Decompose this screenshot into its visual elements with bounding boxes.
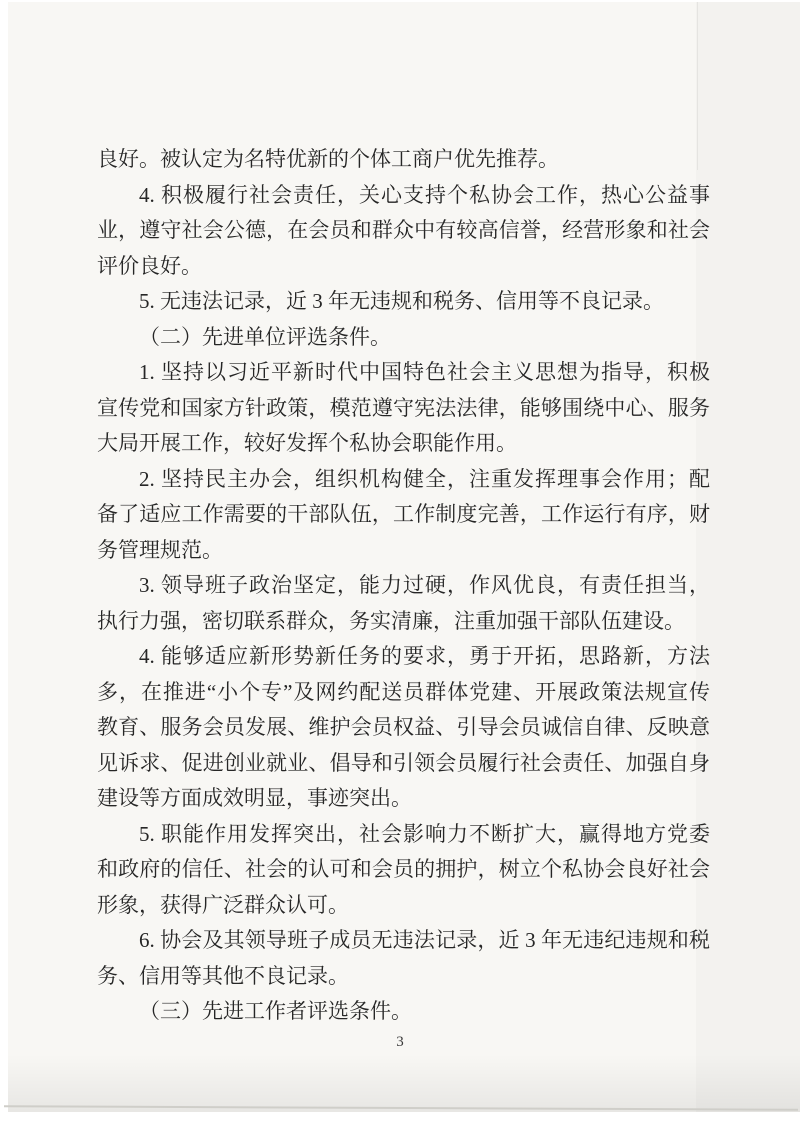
text-line: 执行力强，密切联系群众，务实清廉，注重加强干部队伍建设。 [97, 608, 685, 633]
text-line: 宣传党和国家方针政策，模范遵守宪法法律，能够围绕中心、服务 [97, 395, 710, 420]
text-line: 6. 协会及其领导班子成员无违法记录，近 3 年无违纪违规和税 [139, 928, 710, 952]
text-line: 2. 坚持民主办会，组织机构健全，注重发挥理事会作用；配 [139, 466, 710, 491]
text-line: 评价良好。 [97, 253, 202, 278]
text-line: 务、信用等其他不良记录。 [97, 963, 349, 988]
text-line: 4. 积极履行社会责任，关心支持个私协会工作，热心公益事 [139, 182, 710, 207]
text-line: 5. 无违法记录，近 3 年无违规和税务、信用等不良记录。 [139, 289, 664, 313]
page-number: 3 [396, 1034, 404, 1050]
text-line: 多，在推进“小个专”及网约配送员群体党建、开展政策法规宣传 [97, 679, 710, 704]
text-line: 备了适应工作需要的干部队伍，工作制度完善，工作运行有序，财 [97, 502, 710, 526]
document-body [97, 142, 710, 1030]
text-line: 建设等方面成效明显，事迹突出。 [97, 786, 412, 810]
text-line: 5. 职能作用发挥突出，社会影响力不断扩大，赢得地方党委 [139, 821, 710, 846]
text-line: 务管理规范。 [97, 537, 223, 562]
text-line: 4. 能够适应新形势新任务的要求，勇于开拓，思路新，方法 [139, 644, 710, 668]
text-line: 1. 坚持以习近平新时代中国特色社会主义思想为指导，积极 [139, 360, 710, 384]
text-line: 形象，获得广泛群众认可。 [97, 892, 349, 917]
text-line: 和政府的信任、社会的认可和会员的拥护，树立个私协会良好社会 [97, 857, 710, 881]
text-line: 3. 领导班子政治坚定，能力过硬，作风优良，有责任担当， [139, 573, 710, 597]
text-line: 大局开展工作，较好发挥个私协会职能作用。 [97, 431, 517, 455]
text-line: 教育、服务会员发展、维护会员权益、引导会员诚信自律、反映意 [97, 715, 710, 739]
text-line: （二）先进单位评选条件。 [139, 324, 391, 349]
text-line: 业，遵守社会公德，在会员和群众中有较高信誉，经营形象和社会 [97, 218, 710, 242]
text-line: 良好。被认定为名特优新的个体工商户优先推荐。 [97, 147, 559, 171]
text-line: 见诉求、促进创业就业、倡导和引领会员履行社会责任、加强自身 [97, 750, 710, 775]
text-line: （三）先进工作者评选条件。 [139, 999, 412, 1023]
